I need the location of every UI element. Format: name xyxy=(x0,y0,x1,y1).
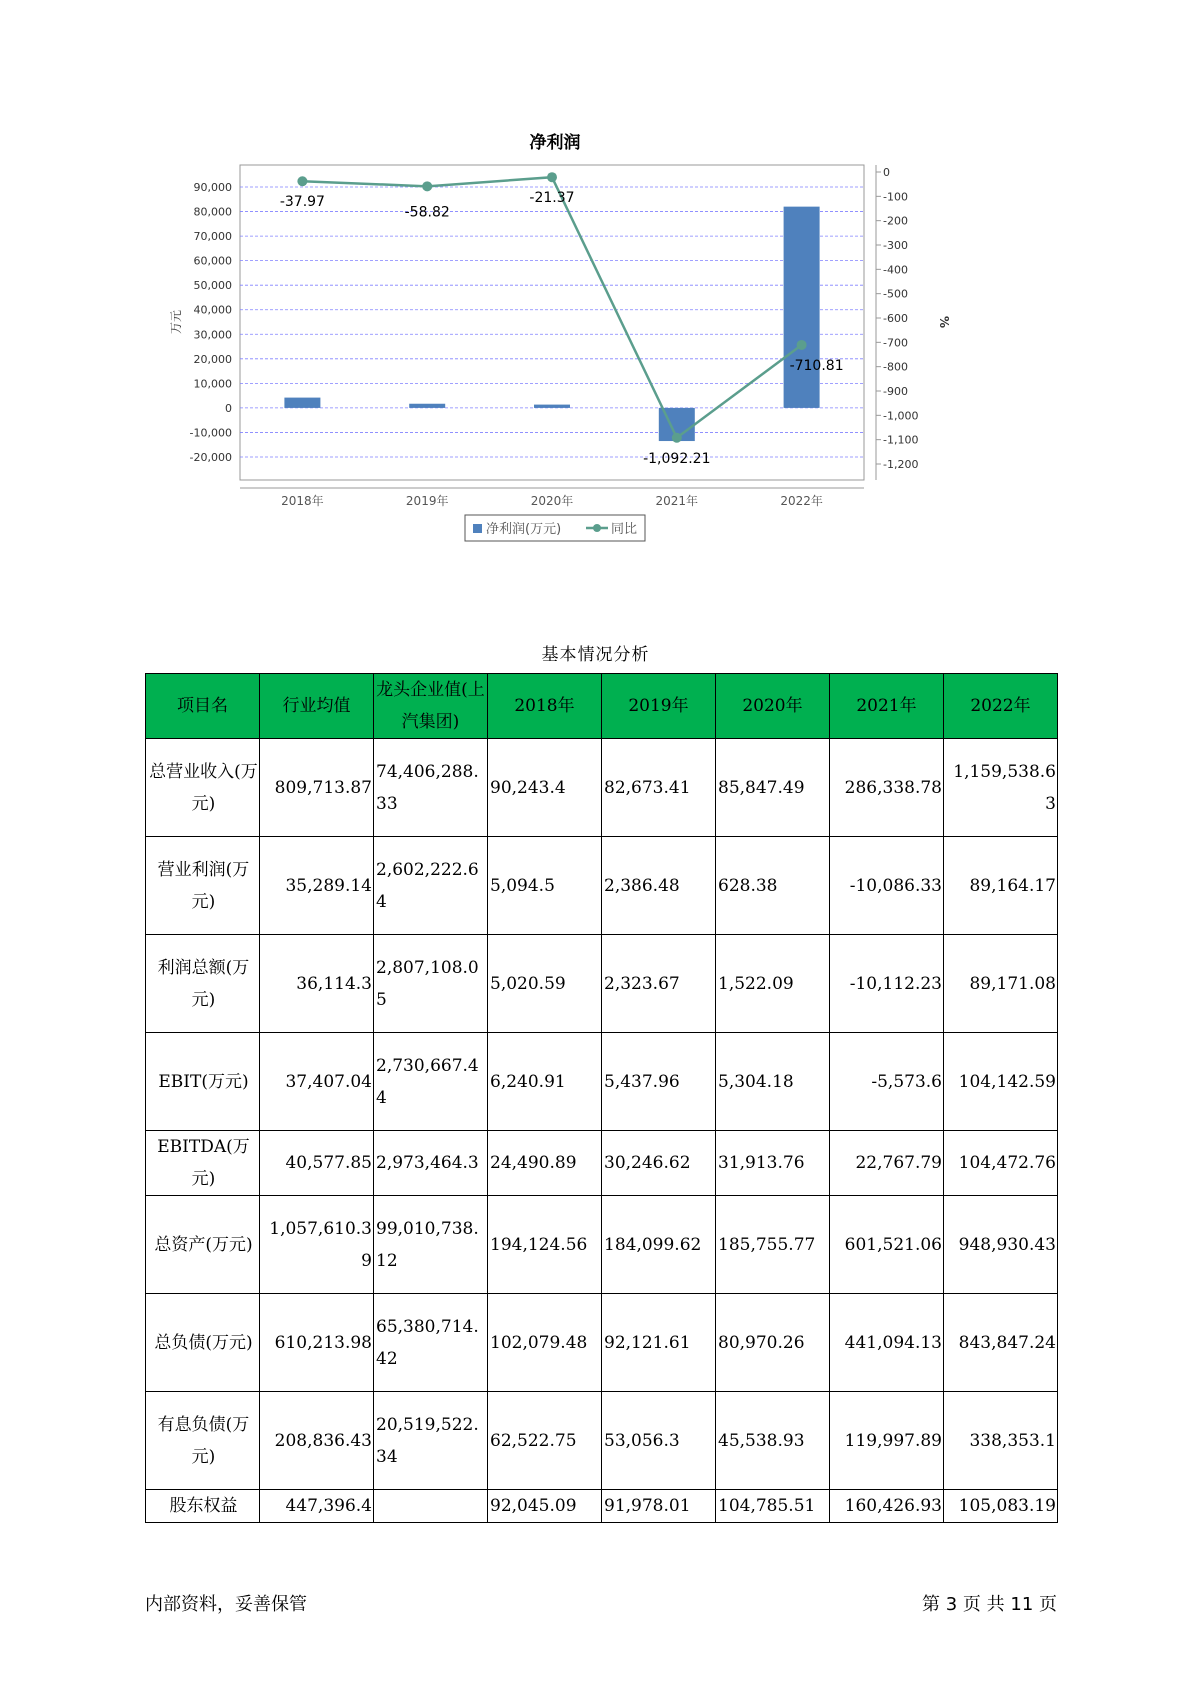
bar xyxy=(409,404,445,408)
table-cell: 601,521.06 xyxy=(830,1196,944,1294)
table-cell: 104,142.59 xyxy=(944,1033,1058,1131)
table-cell: 89,171.08 xyxy=(944,935,1058,1033)
table-cell: 92,121.61 xyxy=(602,1294,716,1392)
table-cell: 2,602,222.64 xyxy=(374,837,488,935)
table-cell: 90,243.4 xyxy=(488,739,602,837)
table-cell: 5,094.5 xyxy=(488,837,602,935)
footer-page-number: 第 3 页 共 11 页 xyxy=(922,1594,1057,1615)
table-cell: 53,056.3 xyxy=(602,1392,716,1490)
table-cell: 30,246.62 xyxy=(602,1131,716,1196)
table-cell: 1,522.09 xyxy=(716,935,830,1033)
bar xyxy=(534,405,570,408)
table-cell: 89,164.17 xyxy=(944,837,1058,935)
net-profit-chart xyxy=(150,130,1050,600)
col-header: 2021年 xyxy=(830,674,944,739)
legend-bar-label: 净利润(万元) xyxy=(486,522,562,537)
table-cell: 447,396.4 xyxy=(260,1490,374,1523)
bar xyxy=(284,398,320,408)
left-tick-label: 40,000 xyxy=(193,303,232,317)
left-tick-label: 90,000 xyxy=(193,181,232,194)
right-tick-label: -200 xyxy=(883,214,908,228)
x-tick-label: 2019年 xyxy=(405,494,449,508)
legend-line-marker xyxy=(593,524,601,532)
table-cell: 99,010,738.12 xyxy=(374,1196,488,1294)
table-row xyxy=(146,1294,1058,1392)
table-cell: 37,407.04 xyxy=(260,1033,374,1131)
left-tick-label: 70,000 xyxy=(193,230,232,244)
table-cell: 102,079.48 xyxy=(488,1294,602,1392)
table-cell: -10,086.33 xyxy=(830,837,944,935)
col-header: 2019年 xyxy=(602,674,716,739)
row-label: 营业利润(万元) xyxy=(146,837,260,935)
right-tick-label: -400 xyxy=(883,263,908,277)
table-cell: 40,577.85 xyxy=(260,1131,374,1196)
row-label: EBIT(万元) xyxy=(146,1033,260,1131)
table-cell: 809,713.87 xyxy=(260,739,374,837)
row-label: 有息负债(万元) xyxy=(146,1392,260,1490)
col-header: 2018年 xyxy=(488,674,602,739)
yoy-data-label: -710.81 xyxy=(789,357,844,374)
right-tick-label: -300 xyxy=(883,239,908,252)
table-cell: 5,437.96 xyxy=(602,1033,716,1131)
chart-title: 净利润 xyxy=(529,133,581,153)
right-tick-label: -800 xyxy=(883,360,908,374)
table-cell: 5,304.18 xyxy=(716,1033,830,1131)
table-cell: 948,930.43 xyxy=(944,1196,1058,1294)
table-row xyxy=(146,935,1058,1033)
table-cell: 286,338.78 xyxy=(830,739,944,837)
table-header-row xyxy=(146,674,1058,739)
table-cell: 6,240.91 xyxy=(488,1033,602,1131)
table-cell xyxy=(374,1490,488,1523)
left-tick-label: 60,000 xyxy=(193,254,232,268)
left-tick-label: 50,000 xyxy=(193,279,232,293)
row-label: 总营业收入(万元) xyxy=(146,739,260,837)
table-cell: 22,767.79 xyxy=(830,1131,944,1196)
table-title: 基本情况分析 xyxy=(541,645,650,665)
table-cell: 843,847.24 xyxy=(944,1294,1058,1392)
yoy-point xyxy=(797,340,807,350)
table-cell: 185,755.77 xyxy=(716,1196,830,1294)
table-cell: 36,114.3 xyxy=(260,935,374,1033)
right-axis-label: % xyxy=(937,315,951,329)
table-cell: 45,538.93 xyxy=(716,1392,830,1490)
col-header: 龙头企业值(上汽集团) xyxy=(374,674,488,739)
left-tick-label: 10,000 xyxy=(193,377,232,391)
table-cell: 160,426.93 xyxy=(830,1490,944,1523)
table-cell: 82,673.41 xyxy=(602,739,716,837)
row-label: 利润总额(万元) xyxy=(146,935,260,1033)
table-cell: 208,836.43 xyxy=(260,1392,374,1490)
table-cell: 628.38 xyxy=(716,837,830,935)
bar xyxy=(784,207,820,408)
table-cell: 104,785.51 xyxy=(716,1490,830,1523)
row-label: 总资产(万元) xyxy=(146,1196,260,1294)
row-label: 股东权益 xyxy=(146,1490,260,1523)
left-tick-label: 30,000 xyxy=(193,328,232,342)
table-cell: 2,807,108.05 xyxy=(374,935,488,1033)
table-cell: 184,099.62 xyxy=(602,1196,716,1294)
col-header: 2020年 xyxy=(716,674,830,739)
yoy-point xyxy=(672,433,682,443)
table-cell: 35,289.14 xyxy=(260,837,374,935)
table-cell: 91,978.01 xyxy=(602,1490,716,1523)
right-tick-label: 0 xyxy=(883,166,890,179)
right-tick-label: -500 xyxy=(883,287,908,301)
table-cell: 1,057,610.39 xyxy=(260,1196,374,1294)
table-cell: 2,323.67 xyxy=(602,935,716,1033)
table-cell: 104,472.76 xyxy=(944,1131,1058,1196)
right-tick-label: -1,200 xyxy=(883,458,919,471)
yoy-point xyxy=(297,176,307,186)
table-row xyxy=(146,1196,1058,1294)
table-cell: 85,847.49 xyxy=(716,739,830,837)
left-tick-label: -10,000 xyxy=(189,426,232,440)
table-cell: 80,970.26 xyxy=(716,1294,830,1392)
left-tick-label: 20,000 xyxy=(193,352,232,366)
table-cell: 1,159,538.63 xyxy=(944,739,1058,837)
table-cell: 2,386.48 xyxy=(602,837,716,935)
legend-bar-swatch xyxy=(473,524,482,533)
yoy-data-label: -58.82 xyxy=(404,204,450,221)
table-cell: 105,083.19 xyxy=(944,1490,1058,1523)
table-cell: 20,519,522.34 xyxy=(374,1392,488,1490)
table-row xyxy=(146,837,1058,935)
table-cell: 2,730,667.44 xyxy=(374,1033,488,1131)
table-row xyxy=(146,1131,1058,1196)
left-tick-label: 0 xyxy=(225,401,232,415)
table-cell: 119,997.89 xyxy=(830,1392,944,1490)
table-row xyxy=(146,1490,1058,1523)
table-row xyxy=(146,739,1058,837)
table-row xyxy=(146,1392,1058,1490)
col-header: 项目名 xyxy=(146,674,260,739)
right-tick-label: -700 xyxy=(883,336,908,350)
right-tick-label: -1,100 xyxy=(883,433,919,447)
table-cell: -10,112.23 xyxy=(830,935,944,1033)
yoy-line xyxy=(302,177,801,438)
table-cell: 74,406,288.33 xyxy=(374,739,488,837)
legend-line-label: 同比 xyxy=(611,522,638,537)
right-tick-label: -900 xyxy=(883,385,908,398)
table-cell: 441,094.13 xyxy=(830,1294,944,1392)
table-cell: 2,973,464.3 xyxy=(374,1131,488,1196)
left-tick-label: -20,000 xyxy=(189,451,232,464)
row-label: EBITDA(万元) xyxy=(146,1131,260,1196)
yoy-data-label: -37.97 xyxy=(279,194,325,211)
table-cell: 62,522.75 xyxy=(488,1392,602,1490)
right-tick-label: -100 xyxy=(883,190,908,204)
yoy-data-label: -1,092.21 xyxy=(643,450,711,467)
table-cell: 194,124.56 xyxy=(488,1196,602,1294)
table-cell: -5,573.6 xyxy=(830,1033,944,1131)
yoy-point xyxy=(422,181,432,191)
yoy-data-label: -21.37 xyxy=(529,190,575,207)
basic-analysis-table xyxy=(145,673,1058,1523)
table-cell: 65,380,714.42 xyxy=(374,1294,488,1392)
table-cell: 24,490.89 xyxy=(488,1131,602,1196)
right-tick-label: -600 xyxy=(883,312,908,325)
col-header: 2022年 xyxy=(944,674,1058,739)
col-header: 行业均值 xyxy=(260,674,374,739)
table-cell: 338,353.1 xyxy=(944,1392,1058,1490)
table-cell: 5,020.59 xyxy=(488,935,602,1033)
row-label: 总负债(万元) xyxy=(146,1294,260,1392)
footer-confidential: 内部资料，妥善保管 xyxy=(145,1594,307,1615)
table-cell: 31,913.76 xyxy=(716,1131,830,1196)
table-cell: 610,213.98 xyxy=(260,1294,374,1392)
table-cell: 92,045.09 xyxy=(488,1490,602,1523)
right-tick-label: -1,000 xyxy=(883,409,919,423)
left-axis-label: 万元 xyxy=(169,309,183,335)
table-row xyxy=(146,1033,1058,1131)
x-tick-label: 2020年 xyxy=(530,494,574,508)
left-tick-label: 80,000 xyxy=(193,205,232,219)
x-tick-label: 2021年 xyxy=(655,494,699,508)
x-tick-label: 2022年 xyxy=(780,494,823,508)
x-tick-label: 2018年 xyxy=(281,494,324,508)
yoy-point xyxy=(547,172,557,182)
